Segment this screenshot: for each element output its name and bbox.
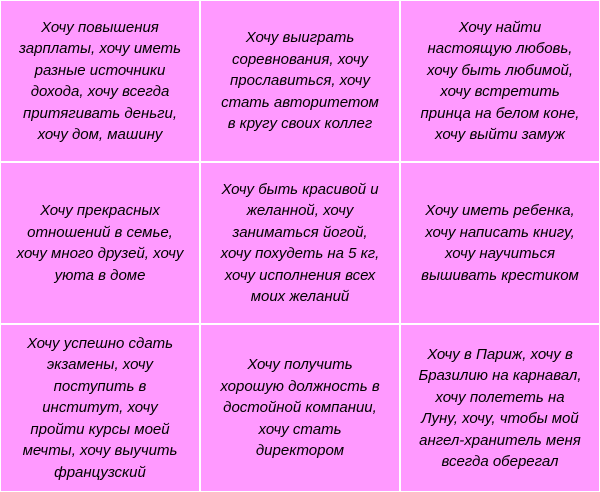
wish-cell-family [0,162,200,324]
wish-cell-creativity [400,162,600,324]
wish-text: Хочу в Париж, хочу в Бразилию на карнавал, хочу полететь на Луну, хочу, чтобы мой ангел-хранитель меня всегда оберегал [418,345,582,470]
wish-cell-career [200,324,400,492]
wish-text: Хочу выиграть соревнования, хочу прославиться, хочу стать авторитетом в кругу своих коллег [221,29,379,133]
wish-text: Хочу успешно сдать экзамены, хочу поступить в институт, хочу пройти курсы моей мечты, хочу выучить французский [22,334,178,481]
wish-text: Хочу прекрасных отношений в семье, хочу много друзей, хочу уюта в доме [16,202,184,284]
wish-cell-fame [200,0,400,162]
wish-cell-money [0,0,200,162]
wish-text: Хочу быть красивой и желанной, хочу заниматься йогой, хочу похудеть на 5 кг, хочу исполнения всех моих желаний [220,180,380,305]
wish-cell-travel [400,324,600,492]
wish-cell-education [0,324,200,492]
wish-text: Хочу иметь ребенка, хочу написать книгу, хочу научиться вышивать крестиком [421,202,579,284]
wish-cell-love [400,0,600,162]
wish-text: Хочу получить хорошую должность в достойной компании, хочу стать директором [220,356,380,460]
wish-text: Хочу повышения зарплаты, хочу иметь разные источники дохода, хочу всегда притягивать деньги, хочу дом, машину [18,18,182,143]
wish-cell-health [200,162,400,324]
wish-text: Хочу найти настоящую любовь, хочу быть любимой, хочу встретить принца на белом коне, хочу выйти замуж [420,18,580,143]
